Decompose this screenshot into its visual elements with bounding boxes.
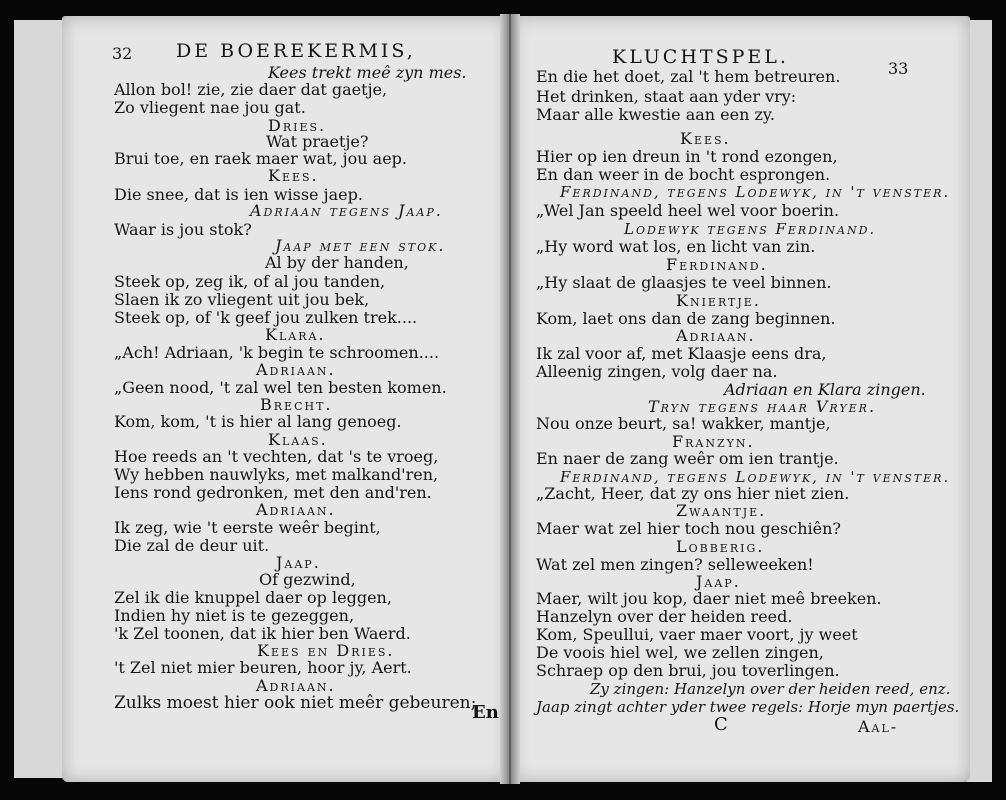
signature-mark: C (714, 714, 728, 735)
speaker-name: Brecht. (260, 395, 333, 414)
verse-line: „Ach! Adriaan, 'k begin te schroomen.... (114, 343, 440, 362)
verse-line: „Wel Jan speeld heel wel voor boerin. (536, 201, 840, 220)
stage-direction: Jaap zingt achter yder twee regels: Horje myn paertjes. (536, 698, 960, 716)
verse-line: Allon bol! zie, zie daer dat gaetje, (114, 80, 388, 99)
speaker-name: Jaap. (696, 572, 741, 591)
speaker-name: Zwaantje. (676, 501, 767, 520)
verse-line: 'k Zel toonen, dat ik hier ben Waerd. (114, 624, 411, 643)
verse-line: Ik zal voor af, met Klaasje eens dra, (536, 344, 827, 363)
verse-line: Alleenig zingen, volg daer na. (536, 362, 778, 381)
verse-line: 't Zel niet mier beuren, hoor jy, Aert. (114, 658, 412, 677)
verse-line: Zel ik die knuppel daer op leggen, (114, 588, 392, 607)
stage-direction: Ferdinand, tegens Lodewyk, in 't venster. (560, 183, 951, 201)
verse-line: „Geen nood, 't zal wel ten besten komen. (114, 378, 447, 397)
verse-line: Hier op ien dreun in 't rond ezongen, (536, 147, 838, 166)
catchword: En (472, 702, 499, 723)
speaker-name: Kees. (268, 166, 319, 185)
speaker-name: Jaap. (276, 553, 321, 572)
book-gutter (500, 14, 520, 784)
verse-line: Kom, laet ons dan de zang beginnen. (536, 309, 836, 328)
verse-line: De voois hiel wel, we zellen zingen, (536, 643, 824, 662)
verse-line: Iens rond gedronken, met den and'ren. (114, 483, 432, 502)
verse-line: Kom, kom, 't is hier al lang genoeg. (114, 412, 402, 431)
verse-line: En die het doet, zal 't hem betreuren. (536, 67, 841, 86)
stage-direction: Tryn tegens haar Vryer. (648, 397, 877, 416)
speaker-name: Kees. (680, 129, 731, 148)
verse-line: Hoe reeds an 't vechten, dat 's te vroeg, (114, 447, 439, 466)
stage-direction: Adriaan en Klara zingen. (724, 380, 926, 399)
verse-line: Nou onze beurt, sa! wakker, mantje, (536, 414, 831, 433)
stage-direction: Jaap met een stok. (275, 236, 446, 255)
verse-line: Maar alle kwestie aan een zy. (536, 105, 775, 124)
verse-line: Al by der handen, (265, 253, 409, 272)
stage-direction: Zy zingen: Hanzelyn over der heiden reed, enz. (590, 680, 951, 698)
speaker-name: Adriaan. (256, 360, 336, 379)
speaker-name: Franzyn. (672, 432, 755, 451)
verse-line: Steek op, zeg ik, of al jou tanden, (114, 272, 386, 291)
left-page-number: 32 (112, 44, 133, 63)
verse-line: Maer, wilt jou kop, daer niet meê breeken. (536, 589, 882, 608)
right-page-number: 33 (888, 59, 909, 78)
speaker-name: Adriaan. (676, 326, 756, 345)
speaker-name: Lobberig. (676, 537, 765, 556)
speaker-name: Ferdinand. (666, 255, 768, 274)
verse-line: En naer de zang weêr om ien trantje. (536, 449, 839, 468)
verse-line: Hanzelyn over der heiden reed. (536, 607, 793, 626)
verse-line: Schraep op den brui, jou toverlingen. (536, 661, 840, 680)
stage-direction: Kees trekt meê zyn mes. (268, 63, 467, 82)
verse-line: Die zal de deur uit. (114, 536, 270, 555)
speaker-name: Kniertje. (676, 291, 761, 310)
speaker-name: Klara. (265, 325, 326, 344)
verse-line: Steek op, of 'k geef jou zulken trek.... (114, 308, 418, 327)
verse-line: Die snee, dat is ien wisse jaep. (114, 185, 363, 204)
verse-line: „Zacht, Heer, dat zy ons hier niet zien. (536, 484, 850, 503)
verse-line: Maer wat zel hier toch nou geschiên? (536, 519, 841, 538)
page-stack-edge (14, 20, 66, 778)
verse-line: Ik zeg, wie 't eerste weêr begint, (114, 518, 381, 537)
verse-line: Slaen ik zo vliegent uit jou bek, (114, 290, 370, 309)
verse-line: Zo vliegent nae jou gat. (114, 98, 306, 117)
verse-line: En dan weer in de bocht esprongen. (536, 165, 831, 184)
verse-line: Wy hebben nauwlyks, met malkand'ren, (114, 465, 439, 484)
verse-line: „Hy slaat de glaasjes te veel binnen. (536, 273, 832, 292)
verse-line: Wat zel men zingen? selleweeken! (536, 555, 814, 574)
verse-line: Kom, Speullui, vaer maer voort, jy weet (536, 625, 858, 644)
speaker-name: Adriaan. (256, 676, 336, 695)
verse-line: „Hy word wat los, en licht van zin. (536, 237, 816, 256)
speaker-name: Dries. (268, 116, 327, 135)
speaker-name: Kees en Dries. (257, 641, 395, 660)
verse-line: Indien hy niet is te gezeggen, (114, 606, 355, 625)
verse-line: Brui toe, en raek maer wat, jou aep. (114, 149, 407, 168)
stage-direction: Lodewyk tegens Ferdinand. (624, 220, 877, 238)
verse-line: Wat praetje? (266, 132, 369, 151)
speaker-name: Klaas. (268, 430, 328, 449)
verse-line: Of gezwind, (259, 570, 356, 589)
verse-line: Waar is jou stok? (114, 220, 252, 239)
catchword: Aal- (858, 717, 899, 736)
stage-direction: Adriaan tegens Jaap. (250, 201, 443, 220)
verse-line: Het drinken, staat aan yder vry: (536, 87, 797, 106)
left-running-head: DE BOEREKERMIS, (176, 40, 416, 62)
right-running-head: KLUCHTSPEL. (612, 46, 789, 68)
stage-direction: Ferdinand, tegens Lodewyk, in 't venster. (560, 468, 951, 486)
verse-line: Zulks moest hier ook niet meêr gebeuren; (114, 693, 477, 713)
speaker-name: Adriaan. (256, 500, 336, 519)
